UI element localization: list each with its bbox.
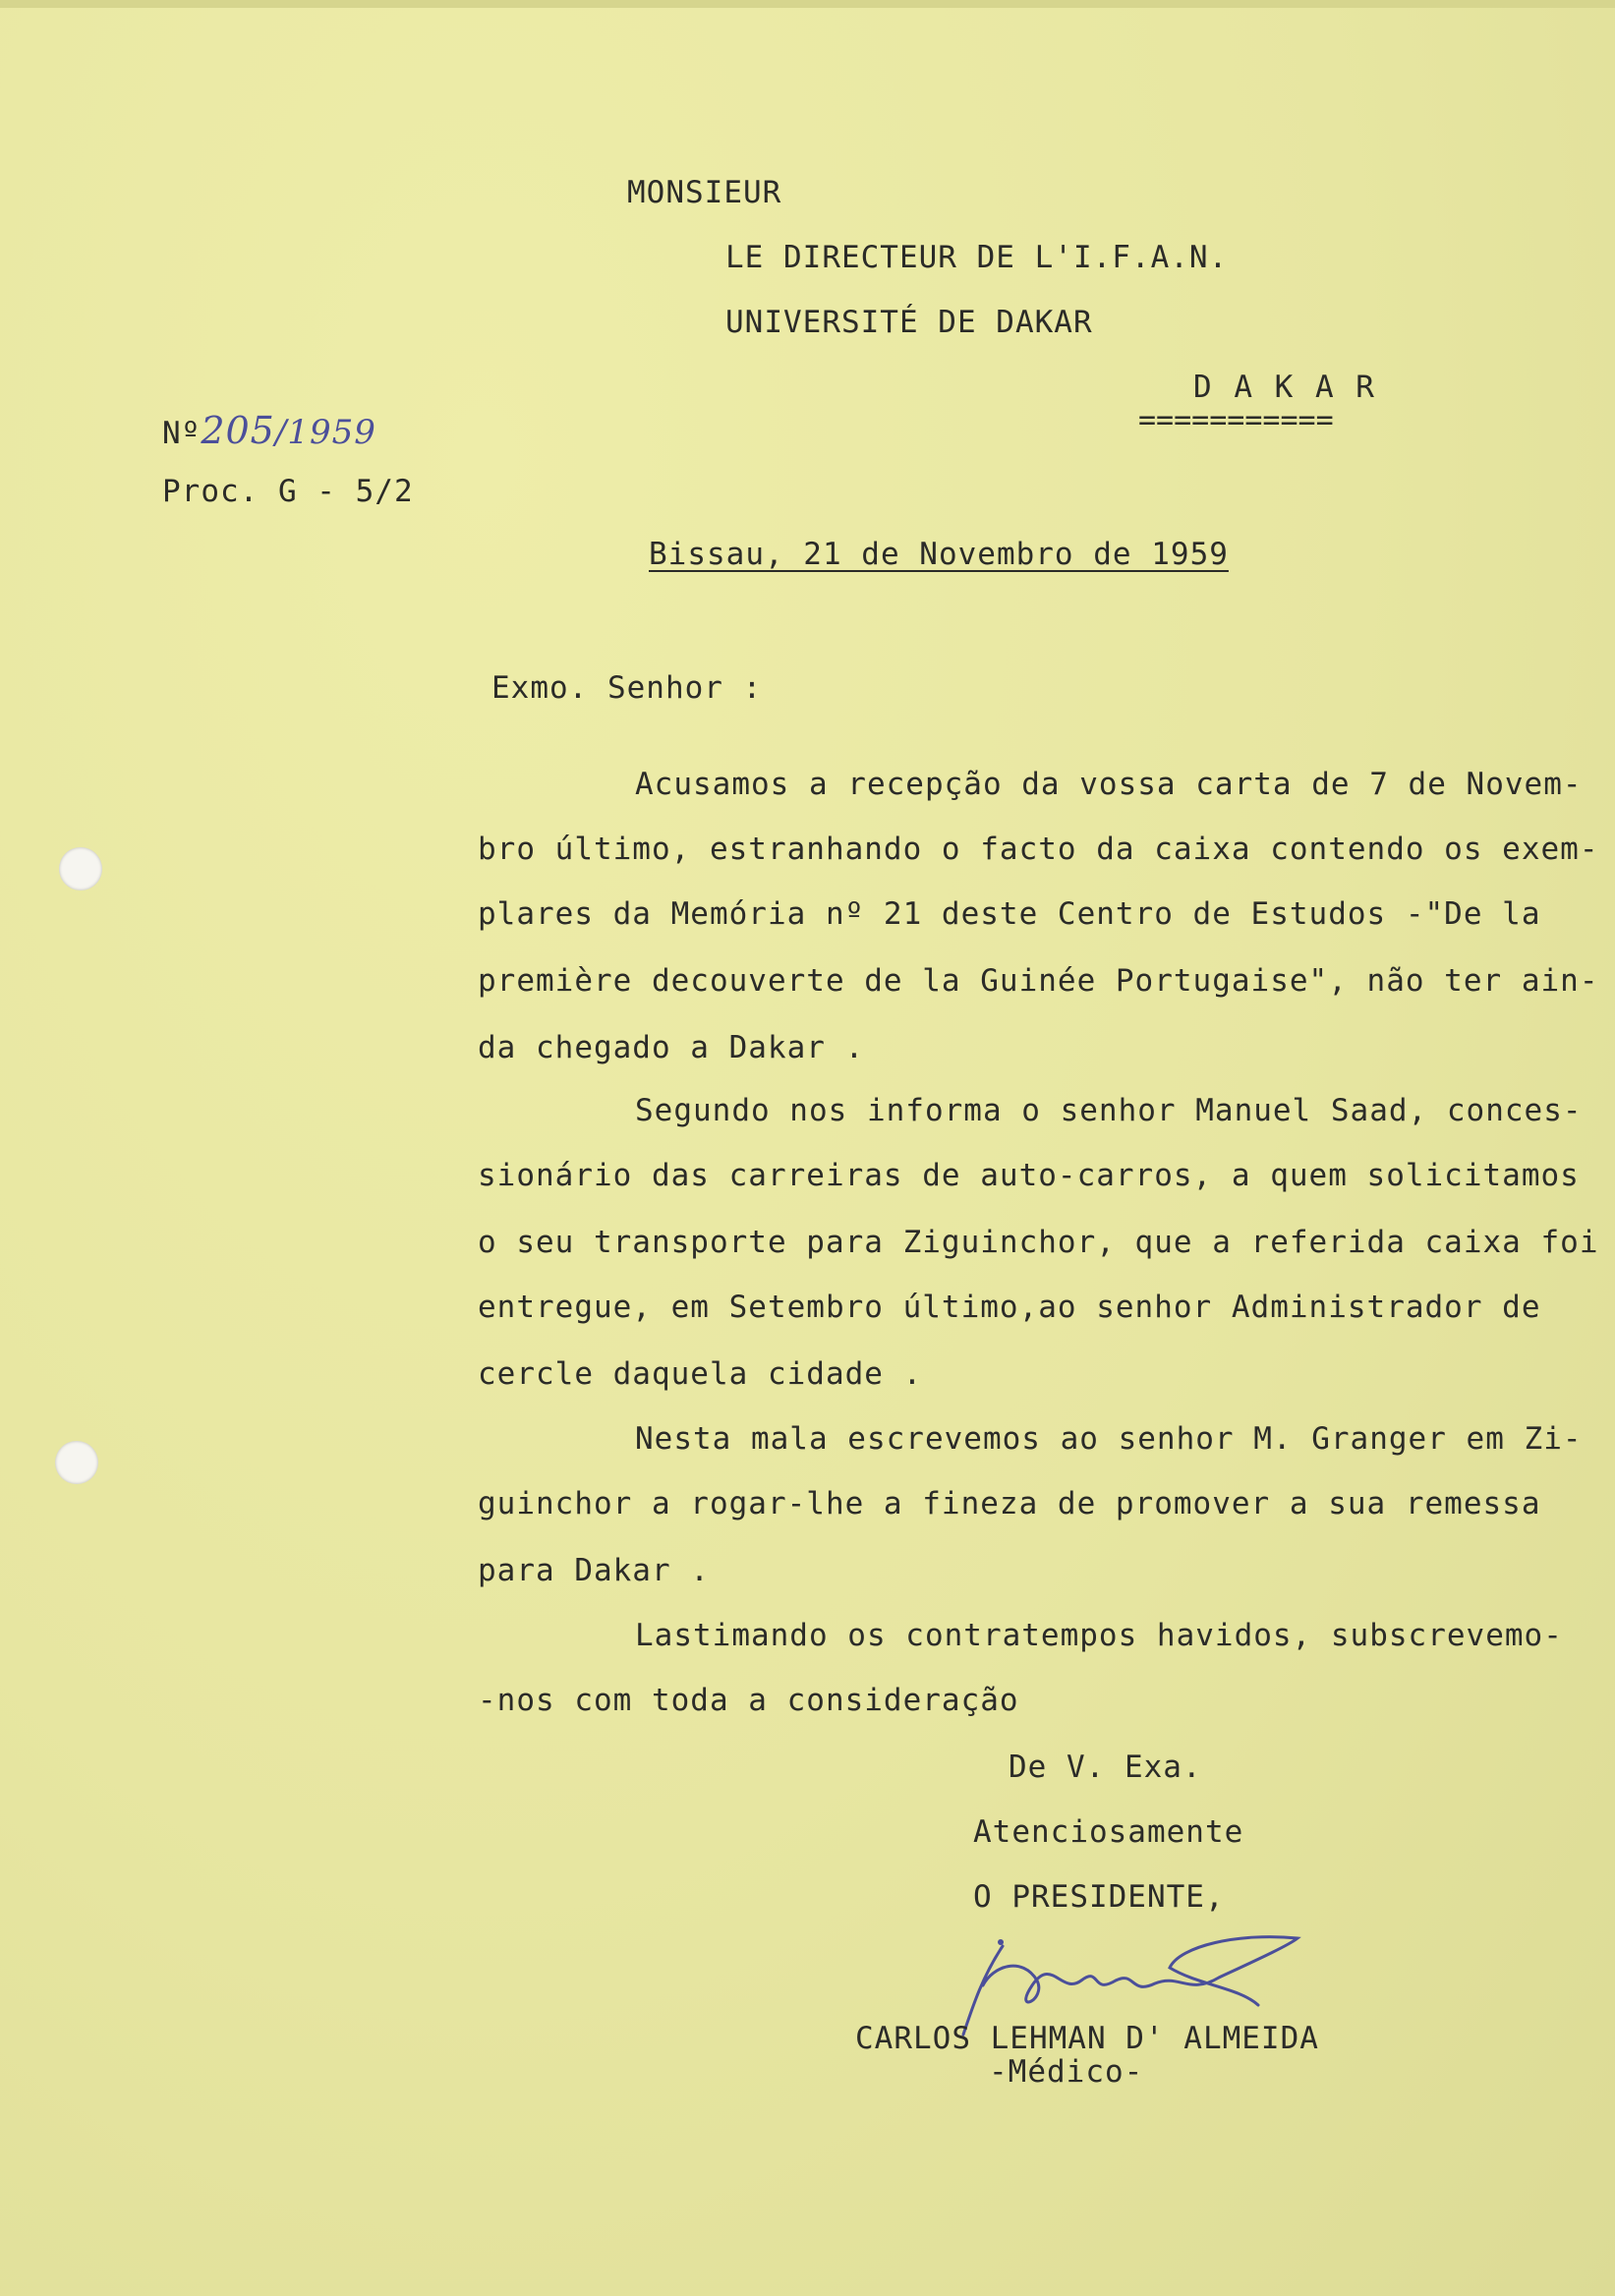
punch-hole-top: [59, 847, 102, 890]
closing-line-3: O PRESIDENTE,: [973, 1879, 1225, 1915]
reference-year: /1959: [274, 413, 376, 452]
body-line-7: sionário das carreiras de auto-carros, a quem solicitamos: [478, 1158, 1580, 1193]
body-line-6: Segundo nos informa o senhor Manuel Saad, conces-: [635, 1093, 1583, 1128]
body-line-14: Lastimando os contratempos havidos, subscrevemo-: [635, 1618, 1563, 1653]
body-line-12: guinchor a rogar-lhe a fineza de promover a sua remessa: [478, 1486, 1541, 1521]
date-line: Bissau, 21 de Novembro de 1959: [649, 537, 1229, 572]
punch-hole-bottom: [55, 1441, 98, 1484]
signatory-name: CARLOS LEHMAN D' ALMEIDA: [855, 2021, 1319, 2056]
body-line-2: bro último, estranhando o facto da caixa contendo os exem-: [478, 832, 1599, 867]
reference-proc: Proc. G - 5/2: [162, 474, 414, 509]
body-line-9: entregue, em Setembro último,ao senhor Administrador de: [478, 1290, 1541, 1325]
city-underline: ===========: [1138, 403, 1334, 437]
signatory-title: -Médico-: [989, 2054, 1144, 2090]
body-line-5: da chegado a Dakar .: [478, 1030, 865, 1065]
body-line-15: -nos com toda a consideração: [478, 1683, 1019, 1718]
address-line-3: UNIVERSITÉ DE DAKAR: [725, 305, 1093, 340]
body-line-3: plares da Memória nº 21 deste Centro de Estudos -"De la: [478, 896, 1541, 932]
body-line-4: première decouverte de la Guinée Portugaise", não ter ain-: [478, 963, 1599, 999]
closing-line-2: Atenciosamente: [973, 1814, 1244, 1850]
reference-prefix: Nº: [162, 416, 202, 451]
body-line-8: o seu transporte para Ziguinchor, que a referida caixa foi: [478, 1225, 1599, 1260]
salutation: Exmo. Senhor :: [491, 670, 763, 706]
reference-handwritten-number: 205: [201, 409, 275, 452]
closing-line-1: De V. Exa.: [1009, 1750, 1202, 1785]
body-line-11: Nesta mala escrevemos ao senhor M. Granger em Zi-: [635, 1421, 1583, 1457]
page-top-edge: [0, 0, 1615, 8]
reference-number: [162, 409, 376, 452]
address-line-2: LE DIRECTEUR DE L'I.F.A.N.: [725, 240, 1229, 275]
body-line-1: Acusamos a recepção da vossa carta de 7 de Novem-: [635, 767, 1583, 802]
body-line-10: cercle daquela cidade .: [478, 1356, 923, 1392]
body-line-13: para Dakar .: [478, 1553, 710, 1588]
address-line-1: MONSIEUR: [627, 175, 782, 210]
address-city: D A K A R: [1193, 370, 1376, 405]
